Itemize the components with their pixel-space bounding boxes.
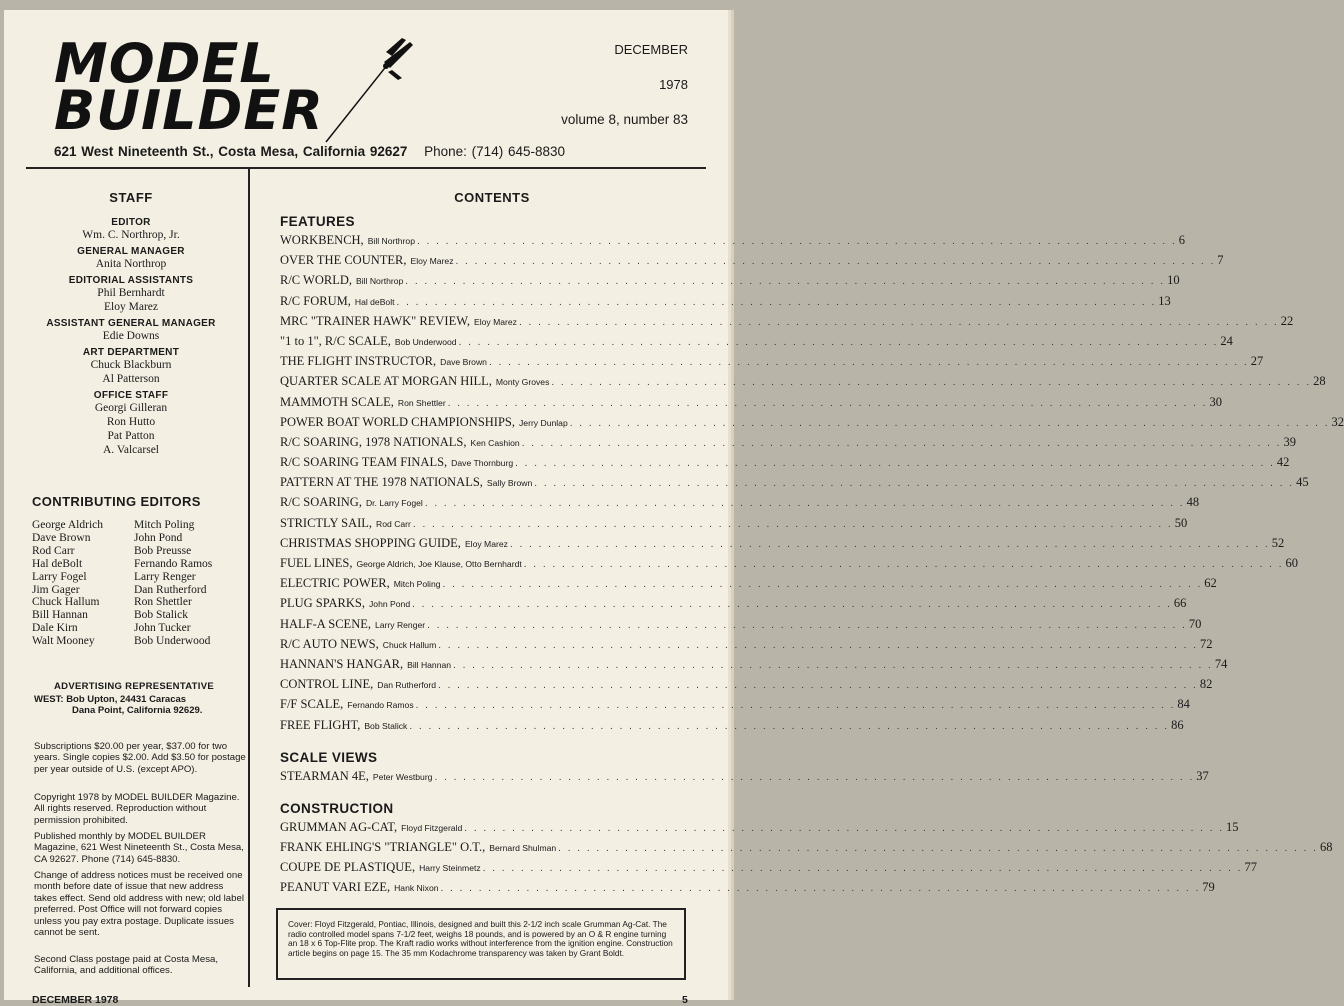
contents-entry — [280, 293, 1171, 314]
article-page-number: 39 — [1283, 434, 1296, 449]
contents-section-heading: CONSTRUCTION — [280, 800, 394, 816]
dot-leader: . . . . . . . . . . . . . . . . . . . . . . . . . . . . . . . . . . . . . . . . . . . . . . . . . . . . . . . . . . . . . . . . . . . . . . . . . . . . . . . . — [523, 559, 1284, 570]
article-title: FREE FLIGHT, — [280, 717, 361, 732]
article-author: Bob Stalick — [364, 720, 408, 731]
contents-entry — [280, 495, 1200, 515]
contents-entry — [280, 880, 1215, 900]
staff-heading: STAFF — [109, 190, 153, 205]
contents-heading: CONTENTS — [454, 190, 530, 205]
dot-leader: . . . . . . . . . . . . . . . . . . . . . . . . . . . . . . . . . . . . . . . . . . . . . . . . . . . . . . . . . . . . . . . . . . . . . . . . . . . . . . . . — [521, 437, 1282, 449]
staff-name: Eloy Marez — [104, 301, 158, 313]
article-author: John Pond — [369, 599, 411, 610]
staff-name: Al Patterson — [102, 373, 160, 385]
article-author: Bernard Shulman — [489, 843, 557, 854]
notice-published: Published monthly by MODEL BUILDER Magazine, 621 West Nineteenth St., Costa Mesa, CA 92627. Phone (714) 645-8830. — [34, 831, 244, 865]
advertising-box — [34, 681, 234, 716]
article-author: Fernando Ramos — [347, 700, 414, 711]
contents-entry — [280, 354, 1264, 374]
article-title: F/F SCALE, — [280, 697, 344, 712]
dot-leader: . . . . . . . . . . . . . . . . . . . . . . . . . . . . . . . . . . . . . . . . . . . . . . . . . . . . . . . . . . . . . . . . . . . . . . . . . . . . . . . . — [518, 316, 1279, 328]
article-author: George Aldrich, Joe Klause, Otto Bernhardt — [356, 559, 522, 569]
notice-copyright: Copyright 1978 by MODEL BUILDER Magazine. All rights reserved. Reproduction without permission prohibited. — [34, 792, 240, 826]
article-page-number: 32 — [1331, 414, 1344, 429]
dot-leader: . . . . . . . . . . . . . . . . . . . . . . . . . . . . . . . . . . . . . . . . . . . . . . . . . . . . . . . . . . . . . . . . . . . . . . . . . . . . . . . . — [488, 357, 1249, 369]
contents-entry — [280, 515, 1188, 536]
footer-date: DECEMBER 1978 — [32, 994, 119, 1006]
notice-postage: Second Class postage paid at Costa Mesa, California, and additional offices. — [34, 954, 218, 977]
article-author: Jerry Dunlap — [519, 417, 568, 428]
dot-leader: . . . . . . . . . . . . . . . . . . . . . . . . . . . . . . . . . . . . . . . . . . . . . . . . . . . . . . . . . . . . . . . . . . . . . . . . . . . . . . . . — [415, 700, 1176, 712]
advertising-line-2: Dana Point, California 92629. — [72, 705, 203, 716]
contents-entry — [280, 860, 1257, 880]
contents-entry — [280, 840, 1333, 860]
staff-role: EDITORIAL ASSISTANTS — [68, 275, 194, 286]
street-address: 621 West Nineteenth St., Costa Mesa, California 92627 — [54, 144, 408, 159]
article-title: R/C WORLD, — [280, 273, 352, 288]
article-author: Bill Hannan — [407, 659, 452, 670]
advertising-heading: ADVERTISING REPRESENTATIVE — [54, 681, 214, 692]
article-page-number: 42 — [1276, 455, 1290, 470]
dot-leader: . . . . . . . . . . . . . . . . . . . . . . . . . . . . . . . . . . . . . . . . . . . . . . . . . . . . . . . . . . . . . . . . . . . . . . . . . . . . . . . . — [440, 883, 1201, 895]
contents-entry — [280, 677, 1213, 697]
dot-leader: . . . . . . . . . . . . . . . . . . . . . . . . . . . . . . . . . . . . . . . . . . . . . . . . . . . . . . . . . . . . . . . . . . . . . . . . . . . . . . . . — [447, 397, 1208, 409]
article-author: Ken Cashion — [470, 437, 520, 448]
article-page-number: 28 — [1313, 374, 1326, 389]
article-page-number: 77 — [1244, 860, 1257, 875]
article-title: STRICTLY SAIL, — [280, 515, 373, 530]
contributor-name: George Aldrich — [32, 519, 104, 531]
article-title: PEANUT VARI EZE, — [280, 880, 391, 895]
article-page-number: 66 — [1173, 596, 1187, 611]
article-page-number: 15 — [1226, 819, 1239, 834]
article-author: Bill Northrop — [367, 236, 415, 246]
contents-entry — [280, 233, 1185, 253]
contents-column — [274, 190, 1344, 901]
contents-entry — [280, 656, 1228, 677]
article-title: R/C SOARING, — [280, 495, 362, 510]
article-title: QUARTER SCALE AT MORGAN HILL, — [280, 374, 492, 389]
staff-name: Anita Northrop — [95, 258, 167, 270]
article-author: Rod Carr — [376, 518, 411, 529]
article-title: CONTROL LINE, — [280, 677, 374, 692]
staff-role: EDITOR — [111, 217, 151, 228]
article-page-number: 22 — [1280, 313, 1294, 328]
article-page-number: 79 — [1202, 880, 1215, 895]
advertising-line-1: WEST: Bob Upton, 24431 Caracas — [34, 694, 187, 705]
article-author: Dave Thornburg — [451, 458, 514, 469]
contributor-name: John Tucker — [134, 622, 191, 635]
phone-number: Phone: (714) 645-8830 — [424, 144, 565, 159]
contributor-name: Bill Hannan — [32, 609, 88, 622]
article-page-number: 70 — [1188, 616, 1202, 631]
staff-name: Pat Patton — [107, 430, 155, 442]
dot-leader: . . . . . . . . . . . . . . . . . . . . . . . . . . . . . . . . . . . . . . . . . . . . . . . . . . . . . . . . . . . . . . . . . . . . . . . . . . . . . . . . — [438, 639, 1199, 651]
article-page-number: 48 — [1186, 495, 1200, 510]
article-author: Monty Groves — [495, 377, 550, 388]
article-page-number: 24 — [1220, 333, 1233, 348]
contents-entry — [280, 434, 1296, 455]
contributor-name: Dan Rutherford — [134, 583, 207, 596]
article-title: FUEL LINES, — [280, 556, 353, 570]
article-author: Harry Steinmetz — [419, 863, 481, 874]
article-page-number: 72 — [1200, 636, 1213, 651]
staff-name: Georgi Gilleran — [94, 402, 168, 414]
staff-name: Wm. C. Northrop, Jr. — [82, 229, 180, 241]
dot-leader: . . . . . . . . . . . . . . . . . . . . . . . . . . . . . . . . . . . . . . . . . . . . . . . . . . . . . . . . . . . . . . . . . . . . . . . . . . . . . . . . — [438, 680, 1198, 692]
issue-volume: volume 8, number 83 — [561, 112, 688, 127]
dot-leader: . . . . . . . . . . . . . . . . . . . . . . . . . . . . . . . . . . . . . . . . . . . . . . . . . . . . . . . . . . . . . . . . . . . . . . . . . . . . . . . . — [416, 236, 1177, 247]
contributor-name: Jim Gager — [32, 583, 80, 596]
dot-leader: . . . . . . . . . . . . . . . . . . . . . . . . . . . . . . . . . . . . . . . . . . . . . . . . . . . . . . . . . . . . . . . . . . . . . . . . . . . . . . . . — [482, 863, 1243, 875]
issue-year: 1978 — [659, 77, 688, 92]
staff-role: GENERAL MANAGER — [77, 246, 185, 257]
article-title: THE FLIGHT INSTRUCTOR, — [280, 354, 437, 369]
article-page-number: 27 — [1250, 354, 1264, 369]
staff-role: ASSISTANT GENERAL MANAGER — [46, 318, 216, 329]
article-title: PLUG SPARKS, — [280, 596, 365, 611]
dot-leader: . . . . . . . . . . . . . . . . . . . . . . . . . . . . . . . . . . . . . . . . . . . . . . . . . . . . . . . . . . . . . . . . . . . . . . . . . . . . . . . . — [455, 256, 1216, 268]
contributor-name: Rod Carr — [32, 544, 75, 557]
article-author: Eloy Marez — [464, 538, 508, 549]
dot-leader: . . . . . . . . . . . . . . . . . . . . . . . . . . . . . . . . . . . . . . . . . . . . . . . . . . . . . . . . . . . . . . . . . . . . . . . . . . . . . . . . — [509, 538, 1270, 550]
article-author: Dr. Larry Fogel — [365, 498, 423, 509]
article-author: Larry Renger — [374, 619, 426, 630]
contributor-name: Dale Kirn — [32, 622, 78, 635]
contributor-name: Mitch Poling — [134, 519, 195, 531]
notice-change-address: Change of address notices must be received one month before date of issue that new address takes effect. Send old address with new; old label preferred. Post Office will not forward copies unless you pay extra postage. Duplicate issues cannot be sent. — [34, 870, 244, 939]
article-author: Dan Rutherford — [377, 680, 437, 691]
contents-section-heading: FEATURES — [280, 214, 355, 229]
contributor-name: Larry Fogel — [32, 570, 87, 583]
article-title: R/C SOARING, 1978 NATIONALS, — [280, 434, 467, 449]
article-title: R/C AUTO NEWS, — [280, 636, 379, 651]
staff-name: Chuck Blackburn — [90, 359, 172, 371]
article-title: R/C FORUM, — [280, 293, 351, 308]
article-author: Dave Brown — [440, 357, 487, 368]
dot-leader: . . . . . . . . . . . . . . . . . . . . . . . . . . . . . . . . . . . . . . . . . . . . . . . . . . . . . . . . . . . . . . . . . . . . . . . . . . . . . . . . — [396, 296, 1157, 308]
article-author: Eloy Marez — [410, 256, 454, 267]
article-title: COUPE DE PLASTIQUE, — [280, 860, 416, 875]
contributing-editors-heading: CONTRIBUTING EDITORS — [32, 494, 201, 509]
article-author: Sally Brown — [486, 478, 533, 489]
contents-entry — [280, 819, 1239, 840]
contributing-editors-list — [32, 519, 247, 648]
contents-entry — [280, 556, 1299, 576]
issue-month: DECEMBER — [614, 42, 688, 57]
contributor-name: Chuck Hallum — [32, 596, 100, 609]
notice-subscriptions: Subscriptions $20.00 per year, $37.00 for two years. Single copies $2.00. Add $3.50 for postage per year outside of U.S. (except APO). — [34, 741, 246, 775]
dot-leader: . . . . . . . . . . . . . . . . . . . . . . . . . . . . . . . . . . . . . . . . . . . . . . . . . . . . . . . . . . . . . . . . . . . . . . . . . . . . . . . . — [569, 417, 1330, 429]
contents-entry — [280, 576, 1217, 596]
contributor-name: Larry Renger — [134, 570, 196, 583]
article-page-number: 50 — [1174, 515, 1188, 530]
staff-box — [26, 190, 236, 457]
article-page-number: 84 — [1177, 697, 1190, 712]
magazine-page — [4, 10, 1344, 1006]
contents-section-heading: SCALE VIEWS — [280, 749, 378, 765]
contents-entry — [280, 374, 1326, 394]
dot-leader: . . . . . . . . . . . . . . . . . . . . . . . . . . . . . . . . . . . . . . . . . . . . . . . . . . . . . . . . . . . . . . . . . . . . . . . . . . . . . . . . — [412, 599, 1172, 611]
article-title: MAMMOTH SCALE, — [280, 394, 394, 409]
article-author: Floyd Fitzgerald — [401, 822, 463, 833]
logo-line-builder: BUILDER — [54, 79, 324, 142]
contributors-column-1 — [32, 519, 134, 648]
staff-name: A. Valcarsel — [103, 444, 159, 456]
contributor-name: Ron Shettler — [134, 596, 192, 609]
article-page-number: 74 — [1214, 656, 1228, 671]
dot-leader: . . . . . . . . . . . . . . . . . . . . . . . . . . . . . . . . . . . . . . . . . . . . . . . . . . . . . . . . . . . . . . . . . . . . . . . . . . . . . . . . — [412, 518, 1173, 530]
contents-entry — [280, 394, 1222, 415]
dot-leader: . . . . . . . . . . . . . . . . . . . . . . . . . . . . . . . . . . . . . . . . . . . . . . . . . . . . . . . . . . . . . . . . . . . . . . . . . . . . . . . . — [558, 843, 1318, 855]
article-page-number: 7 — [1217, 253, 1224, 268]
contents-entry — [280, 535, 1285, 556]
article-page-number: 86 — [1171, 717, 1184, 732]
staff-role: ART DEPARTMENT — [82, 347, 180, 358]
airplane-logo-icon — [326, 34, 416, 144]
article-title: MRC "TRAINER HAWK" REVIEW, — [280, 313, 470, 328]
staff-name: Ron Hutto — [106, 416, 156, 428]
article-title: STEARMAN 4E, — [280, 768, 369, 783]
masthead — [54, 32, 324, 142]
article-title: HANNAN'S HANGAR, — [280, 656, 404, 671]
article-author: Ron Shettler — [397, 397, 446, 408]
dot-leader: . . . . . . . . . . . . . . . . . . . . . . . . . . . . . . . . . . . . . . . . . . . . . . . . . . . . . . . . . . . . . . . . . . . . . . . . . . . . . . . . — [409, 720, 1170, 732]
dot-leader: . . . . . . . . . . . . . . . . . . . . . . . . . . . . . . . . . . . . . . . . . . . . . . . . . . . . . . . . . . . . . . . . . . . . . . . . . . . . . . . . — [453, 659, 1213, 671]
dot-leader: . . . . . . . . . . . . . . . . . . . . . . . . . . . . . . . . . . . . . . . . . . . . . . . . . . . . . . . . . . . . . . . . . . . . . . . . . . . . . . . . — [458, 336, 1219, 348]
contents-entry — [280, 414, 1344, 435]
contents-entry — [280, 455, 1290, 475]
article-page-number: 6 — [1178, 233, 1185, 247]
contributor-name: Bob Stalick — [134, 609, 188, 622]
dot-leader: . . . . . . . . . . . . . . . . . . . . . . . . . . . . . . . . . . . . . . . . . . . . . . . . . . . . . . . . . . . . . . . . . . . . . . . . . . . . . . . . — [405, 276, 1166, 288]
dot-leader: . . . . . . . . . . . . . . . . . . . . . . . . . . . . . . . . . . . . . . . . . . . . . . . . . . . . . . . . . . . . . . . . . . . . . . . . . . . . . . . . — [534, 478, 1295, 490]
contributor-name: Bob Underwood — [134, 635, 211, 648]
contents-entry — [280, 768, 1209, 789]
article-page-number: 13 — [1158, 293, 1171, 308]
article-page-number: 68 — [1319, 840, 1333, 855]
contributor-name: Walt Mooney — [32, 635, 95, 648]
article-author: Chuck Hallum — [382, 639, 437, 650]
article-page-number: 62 — [1204, 576, 1217, 591]
article-author: Peter Westburg — [372, 771, 433, 782]
logo-line-model: MODEL — [54, 32, 275, 95]
dot-leader: . . . . . . . . . . . . . . . . . . . . . . . . . . . . . . . . . . . . . . . . . . . . . . . . . . . . . . . . . . . . . . . . . . . . . . . . . . . . . . . . — [427, 619, 1187, 631]
article-author: Bob Underwood — [394, 336, 457, 347]
article-title: "1 to 1", R/C SCALE, — [280, 333, 391, 348]
dot-leader: . . . . . . . . . . . . . . . . . . . . . . . . . . . . . . . . . . . . . . . . . . . . . . . . . . . . . . . . . . . . . . . . . . . . . . . . . . . . . . . . — [424, 498, 1185, 510]
dot-leader: . . . . . . . . . . . . . . . . . . . . . . . . . . . . . . . . . . . . . . . . . . . . . . . . . . . . . . . . . . . . . . . . . . . . . . . . . . . . . . . . — [442, 579, 1203, 591]
article-page-number: 82 — [1199, 677, 1213, 692]
contents-entry — [280, 313, 1294, 334]
contents-entry — [280, 596, 1187, 616]
article-page-number: 10 — [1167, 273, 1180, 288]
horizontal-rule — [26, 167, 706, 169]
article-title: GRUMMAN AG-CAT, — [280, 819, 398, 834]
article-title: HALF-A SCENE, — [280, 616, 371, 631]
cover-caption-box: Cover: Floyd Fitzgerald, Pontiac, Illinois, designed and built this 2-1/2 inch scale Grumman Ag-Cat. The radio controlled model spans 7-1/2 feet, weighs 18 pounds, and is powered by an O & R engine turning an 18 x 6 Top-Flite prop. The Kraft radio works without interference from the ignition engine. Construction article begins on page 15. The 35 mm Kodachrome transparency was taken by Grant Boldt. — [276, 908, 686, 980]
contents-entry — [280, 253, 1224, 273]
article-page-number: 30 — [1209, 394, 1222, 409]
contributor-name: Fernando Ramos — [134, 557, 213, 570]
page-number: 5 — [682, 994, 688, 1006]
article-title: ELECTRIC POWER, — [280, 576, 390, 591]
article-page-number: 37 — [1196, 768, 1209, 783]
dot-leader: . . . . . . . . . . . . . . . . . . . . . . . . . . . . . . . . . . . . . . . . . . . . . . . . . . . . . . . . . . . . . . . . . . . . . . . . . . . . . . . . — [464, 822, 1225, 834]
staff-role: OFFICE STAFF — [93, 390, 169, 401]
contributor-name: John Pond — [134, 531, 183, 544]
dot-leader: . . . . . . . . . . . . . . . . . . . . . . . . . . . . . . . . . . . . . . . . . . . . . . . . . . . . . . . . . . . . . . . . . . . . . . . . . . . . . . . . — [515, 458, 1275, 470]
article-author: Mitch Poling — [393, 579, 441, 590]
article-page-number: 52 — [1271, 535, 1285, 550]
article-title: R/C SOARING TEAM FINALS, — [280, 455, 448, 470]
article-page-number: 60 — [1285, 556, 1299, 570]
contents-entry — [280, 475, 1309, 495]
article-author: Hank Nixon — [394, 883, 439, 894]
article-author: Bill Northrop — [356, 276, 404, 287]
issue-info — [561, 42, 688, 147]
article-title: PATTERN AT THE 1978 NATIONALS, — [280, 475, 483, 490]
contributor-name: Hal deBolt — [32, 557, 83, 570]
article-title: POWER BOAT WORLD CHAMPIONSHIPS, — [280, 414, 515, 429]
article-author: Eloy Marez — [473, 316, 517, 327]
contents-entry — [280, 717, 1184, 738]
contents-entry — [280, 697, 1190, 717]
article-title: CHRISTMAS SHOPPING GUIDE, — [280, 535, 461, 550]
contributor-name: Dave Brown — [32, 531, 91, 544]
vertical-rule — [248, 167, 250, 987]
staff-name: Edie Downs — [102, 330, 160, 342]
article-title: FRANK EHLING'S "TRIANGLE" O.T., — [280, 840, 486, 855]
article-author: Hal deBolt — [354, 296, 395, 307]
contents-entry — [280, 273, 1180, 293]
contributor-name: Bob Preusse — [134, 544, 192, 557]
contents-entry — [280, 616, 1202, 637]
dot-leader: . . . . . . . . . . . . . . . . . . . . . . . . . . . . . . . . . . . . . . . . . . . . . . . . . . . . . . . . . . . . . . . . . . . . . . . . . . . . . . . . — [551, 377, 1312, 389]
contributors-column-2 — [134, 519, 236, 648]
publisher-address — [54, 144, 565, 159]
contents-entry — [280, 636, 1213, 657]
dot-leader: . . . . . . . . . . . . . . . . . . . . . . . . . . . . . . . . . . . . . . . . . . . . . . . . . . . . . . . . . . . . . . . . . . . . . . . . . . . . . . . . — [434, 771, 1195, 783]
article-title: OVER THE COUNTER, — [280, 253, 407, 268]
article-title: WORKBENCH, — [280, 233, 364, 247]
article-page-number: 45 — [1296, 475, 1309, 490]
staff-name: Phil Bernhardt — [97, 287, 165, 299]
contents-entry — [280, 333, 1233, 354]
